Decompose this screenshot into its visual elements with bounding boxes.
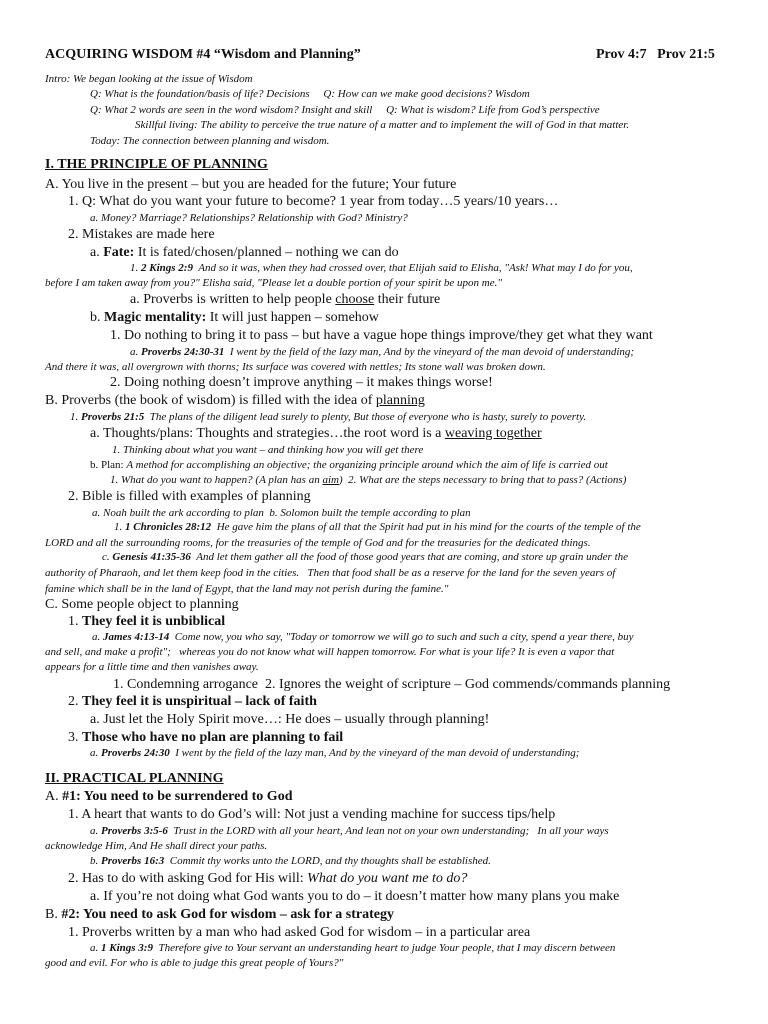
scripture-reference: Proverbs 21:5 [81, 411, 145, 423]
line-text: A. [45, 789, 63, 804]
line-text: a. [90, 245, 104, 260]
outline-point: 2. Doing nothing doesn’t improve anything – it makes things worse! [110, 375, 493, 390]
scripture-quote-continuation: good and evil. For who is able to judge this great people of Yours?" [45, 957, 344, 969]
document-title: ACQUIRING WISDOM #4 “Wisdom and Planning” [45, 47, 361, 62]
line-text: It will just happen – somehow [206, 310, 379, 325]
scripture-quote-continuation: LORD and all the surrounding rooms, for the treasuries of the temple of God and for the treasuries for the dedicated things. [45, 537, 591, 549]
outline-point: 1. Q: What do you want your future to become? 1 year from today…5 years/10 years… [68, 194, 559, 209]
scripture-quote-line [92, 630, 634, 644]
intro-question-line: Q: What 2 words are seen in the word wisdom? Insight and skill Q: What is wisdom? Life from God’s perspective [90, 104, 600, 116]
line-text: a. [90, 942, 101, 954]
outline-point [90, 245, 399, 261]
outline-point: 2. Bible is filled with examples of planning [68, 489, 311, 504]
outline-note: a. Noah built the ark according to plan b. Solomon built the temple according to plan [92, 507, 471, 519]
quote-text: I went by the field of the lazy man, And by the vineyard of the man devoid of understanding; [169, 747, 580, 759]
scripture-reference: Proverbs 24:30 [101, 747, 170, 759]
intro-line: Intro: We began looking at the issue of Wisdom [45, 73, 253, 85]
scripture-quote-line [90, 854, 491, 868]
line-text: 1. [130, 262, 141, 274]
underlined-word: planning [375, 393, 425, 408]
definition-text: A method for accomplishing an objective; the organizing principle around which the aim of life is carried out [126, 459, 608, 471]
intro-question-line: Q: What is the foundation/basis of life? Decisions Q: How can we make good decisions? Wisdom [90, 88, 530, 100]
scripture-quote-continuation: famine which shall be in the land of Egypt, that the land may not perish during the famine." [45, 583, 449, 595]
outline-point: 2. Mistakes are made here [68, 227, 215, 242]
emphasis-text: Magic mentality: [104, 310, 207, 325]
line-text: 1. [70, 411, 81, 423]
outline-note: 1. Thinking about what you want – and thinking how you will get there [112, 444, 424, 456]
line-text: a. Thoughts/plans: Thoughts and strategies…the root word is a [90, 426, 445, 441]
emphasis-text: They feel it is unspiritual – lack of faith [82, 694, 317, 709]
quote-text: Therefore give to Your servant an understanding heart to judge Your people, that I may discern between [152, 942, 616, 954]
line-text: 2. [68, 694, 82, 709]
line-text: a. [130, 346, 141, 358]
line-text: B. Proverbs (the book of wisdom) is filled with the idea of [45, 393, 376, 408]
scripture-quote-line [130, 345, 634, 359]
quote-text: I went by the field of the lazy man, And by the vineyard of the man devoid of understanding; [224, 346, 635, 358]
scripture-reference: 2 Kings 2:9 [141, 262, 193, 274]
outline-note [110, 473, 626, 487]
outline-point: 1. Condemning arrogance 2. Ignores the weight of scripture – God commends/commands planning [113, 677, 671, 692]
outline-note [90, 458, 608, 472]
scripture-reference: 1 Chronicles 28:12 [125, 521, 212, 533]
scripture-reference: Proverbs 24:30-31 [141, 346, 225, 358]
scripture-reference: Proverbs 16:3 [101, 855, 165, 867]
scripture-quote-continuation: And there it was, all overgrown with thorns; Its surface was covered with nettles; Its stone wall was broken down. [45, 361, 546, 373]
italic-question: What do you want me to do? [307, 871, 468, 886]
outline-point [45, 393, 425, 409]
quote-text: And so it was, when they had crossed over, that Elijah said to Elisha, "Ask! What may I do for you, [192, 262, 633, 274]
line-text: b. Plan: [90, 459, 127, 471]
emphasis-text: Those who have no plan are planning to fail [82, 730, 344, 745]
scripture-quote-continuation: authority of Pharaoh, and let them keep food in the cities. Then that food shall be as a reserve for the land for the seven years of [45, 567, 616, 579]
quote-text: He gave him the plans of all that the Spirit had put in his mind for the courts of the temple of the [211, 521, 641, 533]
scripture-reference: 1 Kings 3:9 [101, 942, 153, 954]
line-text: b. [90, 855, 101, 867]
quote-text: Trust in the LORD with all your heart, And lean not on your own understanding; In all your ways [167, 825, 609, 837]
quote-text: And let them gather all the food of those good years that are coming, and store up grain under the [190, 551, 629, 563]
outline-point: a. If you’re not doing what God wants you to do – it doesn’t matter how many plans you make [90, 889, 620, 904]
intro-definition-line: Skillful living: The ability to perceive the true nature of a matter and to implement the will of God in that matter. [135, 119, 630, 131]
scripture-reference: James 4:13-14 [103, 631, 170, 643]
scripture-quote-continuation: appears for a little time and then vanishes away. [45, 661, 259, 673]
emphasis-text: Fate: [103, 245, 135, 260]
line-text: 1. What do you want to happen? (A plan has an [110, 474, 323, 486]
outline-point: 1. Proverbs written by a man who had asked God for wisdom – in a particular area [68, 925, 531, 940]
underlined-word: choose [335, 292, 375, 307]
scripture-quote-line [90, 746, 579, 760]
scripture-reference: Proverbs 3:5-6 [101, 825, 168, 837]
line-text: B. [45, 907, 62, 922]
scripture-quote-continuation: before I am taken away from you?" Elisha said, "Please let a double portion of your spirit be upon me." [45, 277, 502, 289]
scripture-quote-continuation: and sell, and make a profit"; whereas you do not know what will happen tomorrow. For what is your life? It is even a vapor that [45, 646, 615, 658]
underlined-word: aim [322, 474, 339, 486]
line-text: ) 2. What are the steps necessary to bring that to pass? (Actions) [338, 474, 627, 486]
section-heading: I. THE PRINCIPLE OF PLANNING [45, 157, 268, 172]
outline-point [68, 694, 317, 710]
line-text: c. [102, 551, 113, 563]
quote-text: Commit thy works unto the LORD, and thy thoughts shall be established. [164, 855, 491, 867]
outline-point [68, 871, 467, 887]
line-text: their future [374, 292, 441, 307]
emphasis-text: #2: You need to ask God for wisdom – ask for a strategy [61, 907, 394, 922]
outline-point [68, 730, 343, 746]
scripture-quote-line [130, 261, 633, 275]
line-text: a. Proverbs is written to help people [130, 292, 336, 307]
outline-point [130, 292, 440, 308]
underlined-word: weaving together [444, 426, 542, 441]
line-text: a. [90, 747, 101, 759]
emphasis-text: #1: You need to be surrendered to God [62, 789, 293, 804]
quote-text: The plans of the diligent lead surely to plenty, But those of everyone who is hasty, surely to poverty. [144, 411, 587, 423]
intro-today-line: Today: The connection between planning and wisdom. [90, 135, 330, 147]
outline-point: A. You live in the present – but you are headed for the future; Your future [45, 177, 457, 192]
scripture-quote-line [114, 520, 641, 534]
line-text: 3. [68, 730, 82, 745]
line-text: 1. [68, 614, 82, 629]
scripture-reference: Genesis 41:35-36 [112, 551, 191, 563]
line-text: 1. [114, 521, 125, 533]
outline-point: C. Some people object to planning [45, 597, 239, 612]
scripture-quote-line [70, 410, 586, 424]
line-text: a. [90, 825, 101, 837]
line-text: a. [92, 631, 103, 643]
outline-point: 1. Do nothing to bring it to pass – but have a vague hope things improve/they get what they want [110, 328, 653, 343]
header-scripture-references: Prov 4:7 Prov 21:5 [596, 47, 715, 62]
emphasis-text: They feel it is unbiblical [82, 614, 226, 629]
outline-point [90, 426, 542, 442]
outline-point [90, 310, 379, 326]
outline-point [45, 907, 394, 923]
scripture-quote-continuation: acknowledge Him, And He shall direct your paths. [45, 840, 268, 852]
line-text: It is fated/chosen/planned – nothing we can do [134, 245, 399, 260]
scripture-quote-line [90, 824, 609, 838]
outline-point [68, 614, 225, 630]
outline-point: 1. A heart that wants to do God’s will: Not just a vending machine for success tips/help [68, 807, 556, 822]
scripture-quote-line [102, 550, 628, 564]
scripture-quote-line [90, 941, 615, 955]
outline-point [45, 789, 292, 805]
line-text: b. [90, 310, 104, 325]
outline-note: a. Money? Marriage? Relationships? Relationship with God? Ministry? [90, 212, 408, 224]
line-text: 2. Has to do with asking God for His will: [68, 871, 308, 886]
outline-point: a. Just let the Holy Spirit move…: He does – usually through planning! [90, 712, 490, 727]
quote-text: Come now, you who say, "Today or tomorrow we will go to such and such a city, spend a year there, buy [169, 631, 634, 643]
section-heading: II. PRACTICAL PLANNING [45, 771, 224, 786]
